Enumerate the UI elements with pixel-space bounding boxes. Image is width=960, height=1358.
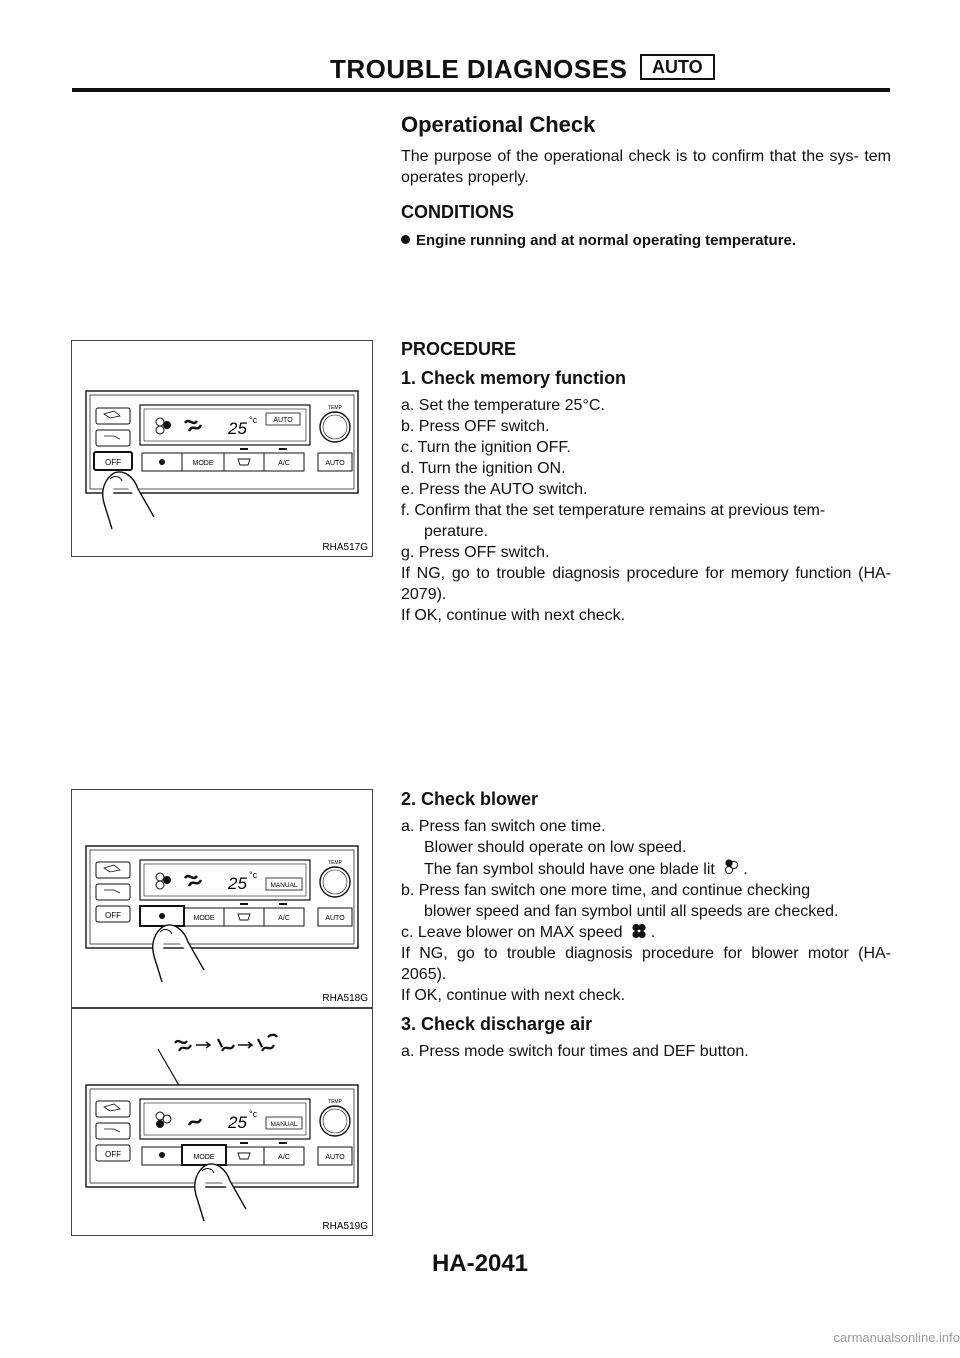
list-item: b. Press OFF switch. [401,418,550,435]
off-button-label: OFF [105,911,121,920]
page-header [72,52,890,92]
display-unit: °c [249,870,258,880]
list-item: d. Turn the ignition ON. [401,460,566,477]
ac-button-label: A/C [278,915,290,922]
list-item: If OK, continue with next check. [401,987,626,1004]
conditions-item: Engine running and at normal operating temperature. [401,231,891,251]
control-panel-illustration [72,790,372,1007]
control-panel-illustration [72,341,372,556]
auto-button-label: AUTO [325,460,345,467]
list-item: a. Press fan switch one time. [401,818,606,835]
step3-block [401,1014,891,1062]
ac-button-label: A/C [278,1154,290,1161]
temp-dial-label: TEMP [328,860,342,866]
display-temp: 25 [228,874,247,893]
display-mode-label: MANUAL [270,882,298,889]
header-badge: AUTO [640,54,715,80]
procedure-heading: PROCEDURE [401,339,517,359]
display-mode-label: MANUAL [270,1121,298,1128]
list-item: a. Set the temperature 25°C. [401,397,605,414]
display-temp: 25 [228,1113,247,1132]
header-title: TROUBLE DIAGNOSES [330,54,628,84]
page-number: HA-2041 [431,1250,529,1277]
temp-dial-label: TEMP [328,405,342,411]
list-item: g. Press OFF switch. [401,544,550,561]
step1-block [401,339,891,626]
figure-id: RHA517G [322,542,368,553]
off-button-label: OFF [105,1150,121,1159]
step2-title: 2. Check blower [401,789,539,809]
mode-button-label: MODE [192,460,214,467]
fan-one-blade-icon [723,858,739,876]
auto-button-label: AUTO [325,1154,345,1161]
temp-dial-label: TEMP [328,1099,342,1105]
mode-sequence-icon [175,1035,277,1051]
figure-rha517g [71,340,373,557]
fan-max-icon [631,923,647,939]
figure-id: RHA518G [322,993,368,1004]
list-item: perature. [424,523,489,540]
figure-rha518g [71,789,373,1008]
intro-paragraph: The purpose of the operational check is to confirm that the sys- tem operates properly. [401,148,891,186]
display-unit: °c [249,1109,258,1119]
mode-button-label: MODE [193,915,215,922]
display-unit: °c [249,415,258,425]
list-item: blower speed and fan symbol until all speeds are checked. [424,903,839,920]
list-item: If NG, go to trouble diagnosis procedure for memory function (HA-2079). [401,565,891,603]
ac-button-label: A/C [278,460,290,467]
list-item: f. Confirm that the set temperature remains at previous tem- [401,502,826,519]
watermark: carmanualsonline.info [833,1330,960,1345]
control-panel-illustration [72,1009,372,1235]
list-item: b. Press fan switch one more time, and continue checking [401,882,811,899]
step3-title: 3. Check discharge air [401,1014,593,1034]
list-item: c. Turn the ignition OFF. [401,439,571,456]
step2-block [401,789,891,1006]
display-mode-label: AUTO [273,417,293,424]
display-temp: 25 [228,419,247,438]
conditions-heading: CONDITIONS [401,202,515,222]
list-item: If NG, go to trouble diagnosis procedure for blower motor (HA- 2065). [401,945,891,983]
list-item: a. Press mode switch four times and DEF button. [401,1043,749,1060]
mode-button-label: MODE [193,1154,215,1161]
figure-rha519g [71,1008,373,1236]
auto-button-label: AUTO [325,915,345,922]
list-item: The fan symbol should have one blade lit . [401,858,891,880]
figure-id: RHA519G [322,1221,368,1232]
step1-title: 1. Check memory function [401,368,627,388]
list-item: e. Press the AUTO switch. [401,481,588,498]
off-button-label: OFF [105,458,121,467]
list-item: If OK, continue with next check. [401,607,626,624]
bullet-icon [401,235,410,244]
section-title: Operational Check [401,112,596,137]
list-item: Blower should operate on low speed. [424,839,687,856]
section-intro [401,112,891,251]
list-item: c. Leave blower on MAX speed . [401,924,656,941]
